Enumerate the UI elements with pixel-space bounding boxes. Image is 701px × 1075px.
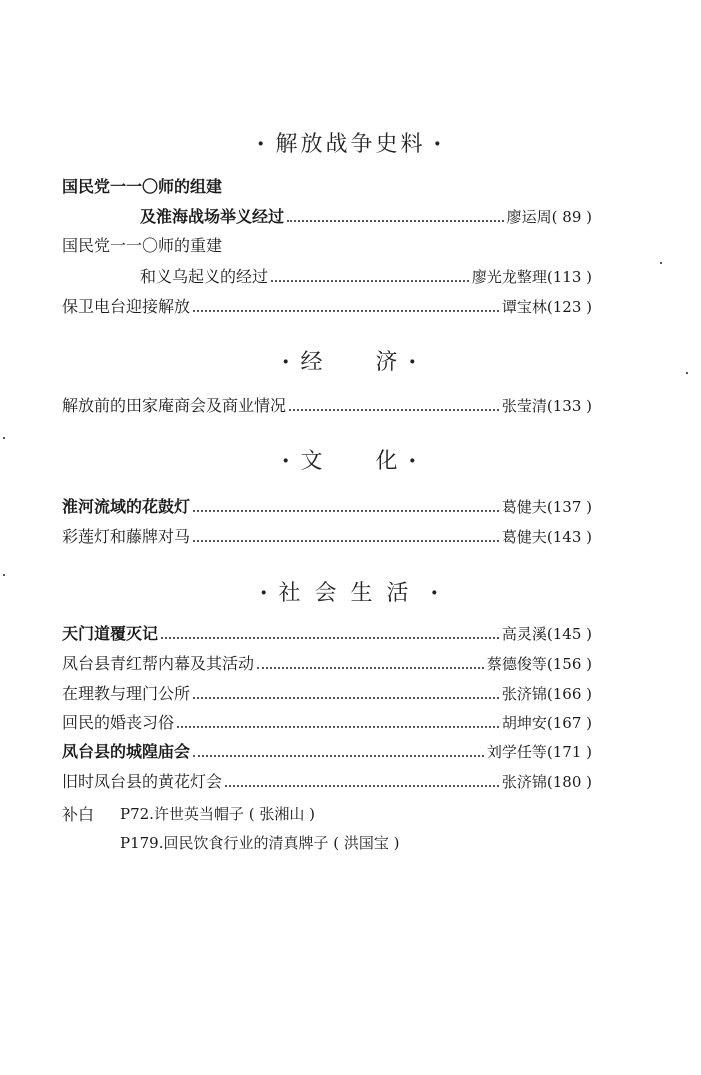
toc-entry-author: 张济锦 [501, 685, 547, 703]
toc-entry-page: (123 ) [546, 298, 592, 316]
section-title-liberation-war [0, 127, 701, 158]
toc-entry-2-line1: 国民党一一〇师的重建 [62, 236, 223, 255]
toc-entry-7 [62, 624, 592, 644]
section-dot-right: · [408, 448, 420, 474]
dot-leader [271, 280, 469, 282]
section-title-economy [0, 345, 701, 376]
toc-entry-page: (156 ) [546, 655, 592, 673]
toc-entry-page: (113 ) [546, 268, 592, 286]
section-title-text: 解放战争史料 [275, 132, 426, 157]
toc-entry-2 [140, 267, 592, 287]
toc-entry-6 [62, 527, 592, 547]
dot-leader [193, 755, 484, 757]
section-dot-right: · [408, 349, 420, 375]
toc-entry-title: 彩莲灯和藤牌对马 [62, 527, 191, 546]
toc-entry-1 [140, 207, 592, 227]
section-dot-left: · [281, 349, 293, 375]
toc-entry-page: (166 ) [546, 685, 592, 703]
toc-entry-author: 高灵溪 [501, 625, 547, 643]
supplement-label: 补白 [62, 805, 95, 824]
toc-entry-page: (137 ) [546, 498, 592, 516]
dot-leader [193, 540, 499, 542]
toc-entry-author: 蔡德俊等 [486, 655, 547, 673]
toc-entry-page: (133 ) [546, 397, 592, 415]
toc-entry-title: 淮河流域的花鼓灯 [62, 497, 191, 516]
section-title-text: 文 化 [300, 449, 401, 474]
dot-leader [177, 726, 499, 728]
toc-entry-page: (143 ) [546, 528, 592, 546]
dot-leader [225, 785, 499, 787]
section-dot-left: · [281, 448, 293, 474]
scan-speck [686, 372, 688, 374]
toc-entry-author: 谭宝林 [501, 298, 547, 316]
section-title-text: 经 济 [300, 350, 401, 375]
toc-entry-title: 在理教与理门公所 [62, 684, 191, 703]
toc-entry-page: (145 ) [546, 625, 592, 643]
dot-leader [289, 409, 499, 411]
toc-entry-page: (180 ) [546, 773, 592, 791]
dot-leader [161, 637, 499, 639]
toc-entry-author: 廖运周 [506, 208, 552, 226]
dot-leader [257, 667, 484, 669]
scan-speck [3, 437, 5, 439]
toc-entry-4 [62, 396, 592, 416]
toc-entry-title: 凤台县青红帮内幕及其活动 [62, 654, 255, 673]
toc-entry-author: 廖光龙整理 [471, 268, 547, 286]
section-dot-left: · [259, 580, 271, 606]
dot-leader [193, 510, 499, 512]
section-title-culture [0, 444, 701, 475]
toc-entry-title: 及淮海战场举义经过 [140, 207, 285, 226]
toc-entry-5 [62, 497, 592, 517]
section-dot-right: · [433, 131, 445, 157]
toc-entry-title: 保卫电台迎接解放 [62, 297, 191, 316]
toc-entry-12 [62, 772, 592, 792]
toc-entry-author: 葛健夫 [501, 528, 547, 546]
dot-leader [287, 220, 504, 222]
toc-entry-title: 天门道覆灭记 [62, 624, 159, 643]
toc-entry-title: 回民的婚丧习俗 [62, 713, 175, 732]
section-dot-right: · [430, 580, 442, 606]
toc-entry-author: 张济锦 [501, 773, 547, 791]
toc-entry-8 [62, 654, 592, 674]
toc-entry-3 [62, 297, 592, 317]
toc-entry-11 [62, 742, 592, 762]
toc-entry-10 [62, 713, 592, 733]
dot-leader [193, 697, 499, 699]
toc-entry-page: (171 ) [546, 743, 592, 761]
toc-entry-author: 刘学任等 [486, 743, 547, 761]
toc-entry-title: 旧时凤台县的黄花灯会 [62, 772, 223, 791]
toc-entry-author: 张莹清 [501, 397, 547, 415]
section-dot-left: · [256, 131, 268, 157]
supplement-item-1: P72.许世英当帽子 ( 张湘山 ) [120, 805, 315, 823]
dot-leader [193, 310, 499, 312]
toc-entry-title: 凤台县的城隍庙会 [62, 742, 191, 761]
toc-entry-title: 和义乌起义的经过 [140, 267, 269, 286]
toc-entry-page: ( 89 ) [551, 208, 592, 226]
section-title-social-life [0, 576, 701, 607]
supplement-item-2: P179.回民饮食行业的清真牌子 ( 洪国宝 ) [120, 834, 400, 852]
scan-speck [3, 574, 5, 576]
scan-speck [660, 262, 662, 264]
toc-entry-1-line1: 国民党一一〇师的组建 [62, 177, 223, 196]
section-title-text: 社会生活 [278, 581, 423, 606]
toc-entry-author: 葛健夫 [501, 498, 547, 516]
toc-entry-title: 解放前的田家庵商会及商业情况 [62, 396, 287, 415]
toc-entry-9 [62, 684, 592, 704]
toc-entry-author: 胡坤安 [501, 714, 547, 732]
toc-entry-page: (167 ) [546, 714, 592, 732]
